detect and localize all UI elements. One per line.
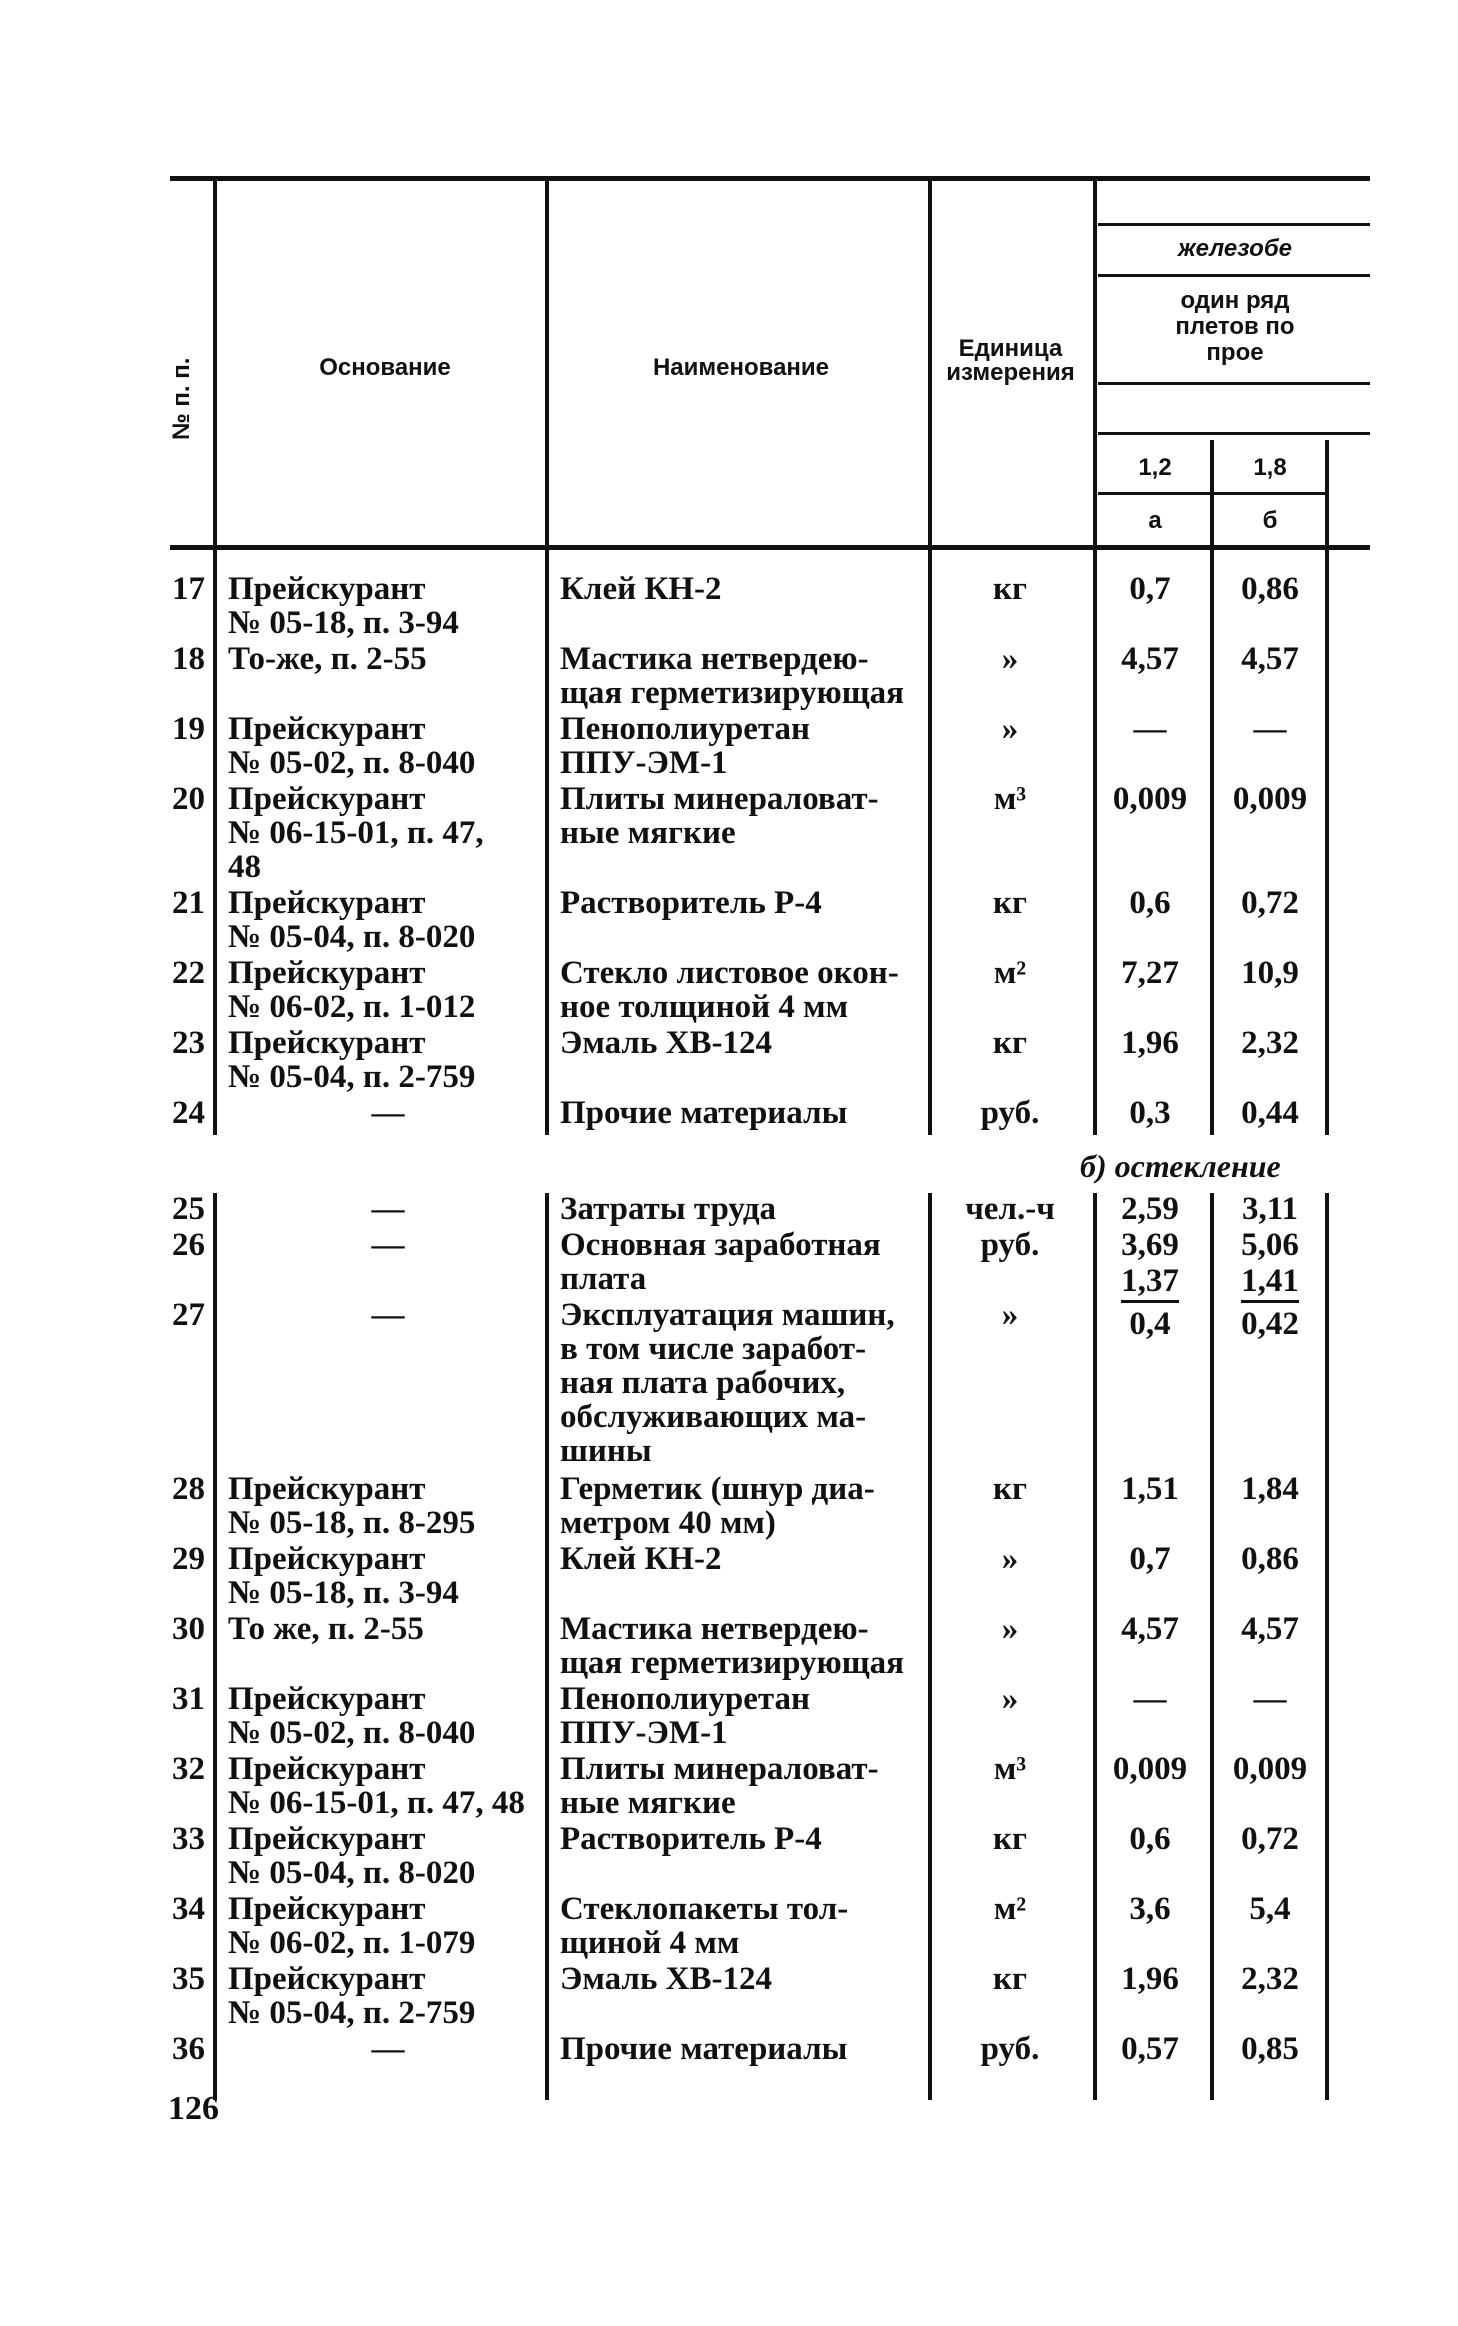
row-value-a: 0,57 bbox=[1121, 2031, 1179, 2067]
header-group-2-l3: прое bbox=[1206, 339, 1264, 366]
row-value-a: 0,7 bbox=[1129, 571, 1171, 607]
row-value-a: 0,009 bbox=[1112, 1751, 1188, 1787]
row-name: Затраты труда bbox=[560, 1191, 777, 1227]
row-unit: м² bbox=[993, 1891, 1027, 1927]
row-value-a: 1,96 bbox=[1121, 1025, 1179, 1061]
row-name: Стеклопакеты тол- щиной 4 мм bbox=[560, 1891, 849, 1961]
row-value-b: 5,4 bbox=[1249, 1891, 1291, 1927]
header-sub-a-val: 1,2 bbox=[1138, 454, 1172, 481]
row-name: Растворитель Р-4 bbox=[560, 885, 822, 921]
row-name: Мастика нетвердею- щая герметизирующая bbox=[560, 1611, 904, 1681]
row-base: — bbox=[371, 1227, 405, 1263]
row-value-b: 0,86 bbox=[1241, 1541, 1299, 1577]
row-unit: кг bbox=[993, 1821, 1027, 1857]
row-name: Растворитель Р-4 bbox=[560, 1821, 822, 1857]
row-name: Плиты минераловат- ные мягкие bbox=[560, 1751, 879, 1821]
row-base: Прейскурант № 05-18, п. 3-94 bbox=[228, 1541, 459, 1611]
row-unit: руб. bbox=[980, 1095, 1040, 1131]
row-value-a: 1,51 bbox=[1121, 1471, 1179, 1507]
row-value-b: 4,57 bbox=[1241, 1611, 1299, 1647]
row-unit: кг bbox=[993, 1961, 1027, 1997]
row-number: 25 bbox=[172, 1191, 205, 1227]
row-number: 36 bbox=[172, 2031, 205, 2067]
row-unit: кг bbox=[993, 885, 1027, 921]
row-unit: » bbox=[1001, 1541, 1019, 1577]
row-name: Стекло листовое окон- ное толщиной 4 мм bbox=[560, 955, 899, 1025]
row-value-b: 0,72 bbox=[1241, 1821, 1299, 1857]
table-top-rule bbox=[170, 176, 1370, 181]
row-base: Прейскурант № 06-02, п. 1-012 bbox=[228, 955, 476, 1025]
row-base: Прейскурант № 05-04, п. 8-020 bbox=[228, 885, 476, 955]
col-divider-a bbox=[1210, 440, 1214, 2100]
row-value-b: 0,72 bbox=[1241, 885, 1299, 921]
row-value-b: 0,009 bbox=[1232, 1751, 1308, 1787]
row-name: Герметик (шнур диа- метром 40 мм) bbox=[560, 1471, 875, 1541]
row-base: То-же, п. 2-55 bbox=[228, 641, 427, 677]
row-value-a: 0,6 bbox=[1129, 1821, 1171, 1857]
row-value-b: — bbox=[1253, 1681, 1287, 1717]
row-base: Прейскурант № 05-04, п. 2-759 bbox=[228, 1961, 476, 2031]
row-name: Эмаль ХВ-124 bbox=[560, 1961, 772, 1997]
row-name: Клей КН-2 bbox=[560, 571, 722, 607]
row-base: Прейскурант № 06-02, п. 1-079 bbox=[228, 1891, 476, 1961]
row-number: 21 bbox=[172, 885, 205, 921]
row-value-b: 4,57 bbox=[1241, 641, 1299, 677]
row-name: Пенополиуретан ППУ-ЭМ-1 bbox=[560, 1681, 811, 1751]
row-name: Эксплуатация машин, в том числе заработ- ная плата рабочих, обслуживающих ма- шины bbox=[560, 1297, 895, 1469]
row-value-a: — bbox=[1133, 1681, 1167, 1717]
row-unit: м² bbox=[993, 955, 1027, 991]
row-base: Прейскурант № 05-02, п. 8-040 bbox=[228, 1681, 476, 1751]
row-unit: » bbox=[1001, 711, 1019, 747]
row-value-a: 1,96 bbox=[1121, 1961, 1179, 1997]
row-value-a: 3,69 bbox=[1121, 1227, 1179, 1263]
row-base: Прейскурант № 06-15-01, п. 47, 48 bbox=[228, 781, 484, 885]
row-number: 34 bbox=[172, 1891, 205, 1927]
row-unit: м³ bbox=[993, 781, 1027, 817]
row-unit: кг bbox=[993, 571, 1027, 607]
row-value-b: 5,06 bbox=[1241, 1227, 1299, 1263]
row-value-a: 4,57 bbox=[1121, 1611, 1179, 1647]
row-value-b: 2,32 bbox=[1241, 1025, 1299, 1061]
row-name: Пенополиуретан ППУ-ЭМ-1 bbox=[560, 711, 811, 781]
row-value-a: 0,7 bbox=[1129, 1541, 1171, 1577]
header-sub-a: а bbox=[1148, 507, 1162, 534]
row-number: 31 bbox=[172, 1681, 205, 1717]
row-base: Прейскурант № 05-04, п. 8-020 bbox=[228, 1821, 476, 1891]
row-unit: » bbox=[1001, 641, 1019, 677]
row-number: 28 bbox=[172, 1471, 205, 1507]
row-number: 30 bbox=[172, 1611, 205, 1647]
group-rule-2 bbox=[1098, 274, 1370, 277]
row-value-b: 2,32 bbox=[1241, 1961, 1299, 1997]
row-base: — bbox=[371, 1297, 405, 1333]
row-number: 29 bbox=[172, 1541, 205, 1577]
row-number: 24 bbox=[172, 1095, 205, 1131]
row-value-b: — bbox=[1253, 711, 1287, 747]
row-value-b: 0,44 bbox=[1241, 1095, 1299, 1131]
row-unit: руб. bbox=[980, 2031, 1040, 2067]
row-unit: » bbox=[1001, 1611, 1019, 1647]
row-name: Плиты минераловат- ные мягкие bbox=[560, 781, 879, 851]
row-value-a: 0,009 bbox=[1112, 781, 1188, 817]
row-name: Основная заработная плата bbox=[560, 1227, 881, 1297]
header-group-2-l2: плетов по bbox=[1175, 313, 1295, 340]
row-base: — bbox=[371, 1095, 405, 1131]
row-value-a: 4,57 bbox=[1121, 641, 1179, 677]
row-value-a: 0,3 bbox=[1129, 1095, 1171, 1131]
row-base: Прейскурант № 05-02, п. 8-040 bbox=[228, 711, 476, 781]
group-rule-1 bbox=[1098, 223, 1370, 226]
row-base: То же, п. 2-55 bbox=[228, 1611, 424, 1647]
row-unit: м³ bbox=[993, 1751, 1027, 1787]
row-base: Прейскурант № 06-15-01, п. 47, 48 bbox=[228, 1751, 525, 1821]
row-number: 19 bbox=[172, 711, 205, 747]
row-name: Мастика нетвердею- щая герметизирующая bbox=[560, 641, 904, 711]
row-value-a-fraction: $\frac{1,37}{0,4}$ bbox=[1121, 1263, 1179, 1342]
header-sub-b-val: 1,8 bbox=[1253, 454, 1287, 481]
row-unit: » bbox=[1001, 1681, 1019, 1717]
header-name: Наименование bbox=[652, 354, 830, 381]
row-value-b: 0,86 bbox=[1241, 571, 1299, 607]
row-number: 32 bbox=[172, 1751, 205, 1787]
header-unit-2: измерения bbox=[946, 359, 1075, 386]
row-name: Эмаль ХВ-124 bbox=[560, 1025, 772, 1061]
row-value-a: 3,6 bbox=[1129, 1891, 1171, 1927]
row-value-b: 3,11 bbox=[1242, 1191, 1298, 1227]
page-number: 126 bbox=[168, 2090, 219, 2127]
row-number: 18 bbox=[172, 641, 205, 677]
row-number: 20 bbox=[172, 781, 205, 817]
row-unit: чел.-ч bbox=[965, 1191, 1055, 1227]
row-value-b: 1,84 bbox=[1241, 1471, 1299, 1507]
row-value-a: — bbox=[1133, 711, 1167, 747]
group-rule-3 bbox=[1098, 382, 1370, 385]
row-base: — bbox=[371, 1191, 405, 1227]
group-rule-4 bbox=[1098, 432, 1370, 435]
header-bottom-rule bbox=[170, 545, 1370, 550]
row-number: 17 bbox=[172, 571, 205, 607]
row-name: Прочие материалы bbox=[560, 1095, 848, 1131]
section-title: б) остекление bbox=[1080, 1148, 1281, 1184]
header-group-1: железобе bbox=[1177, 235, 1293, 262]
row-value-b-fraction: $\frac{1,41}{0,42}$ bbox=[1241, 1263, 1299, 1342]
row-name: Клей КН-2 bbox=[560, 1541, 722, 1577]
header-group-2-l1: один ряд bbox=[1180, 287, 1290, 314]
row-base: — bbox=[371, 2031, 405, 2067]
row-number: 26 bbox=[172, 1227, 205, 1263]
row-unit: руб. bbox=[980, 1227, 1040, 1263]
row-value-b: 10,9 bbox=[1241, 955, 1299, 991]
row-unit: кг bbox=[993, 1471, 1027, 1507]
row-value-a: 2,59 bbox=[1121, 1191, 1179, 1227]
row-number: 35 bbox=[172, 1961, 205, 1997]
col-divider-b bbox=[1325, 440, 1329, 2100]
row-base: Прейскурант № 05-18, п. 8-295 bbox=[228, 1471, 476, 1541]
header-sub-b: б bbox=[1262, 507, 1278, 534]
row-value-b: 0,009 bbox=[1232, 781, 1308, 817]
row-base: Прейскурант № 05-18, п. 3-94 bbox=[228, 571, 459, 641]
header-unit-1: Единица bbox=[958, 335, 1063, 362]
row-unit: кг bbox=[993, 1025, 1027, 1061]
row-value-a: 0,6 bbox=[1129, 885, 1171, 921]
row-number: 27 bbox=[172, 1297, 205, 1333]
row-number: 22 bbox=[172, 955, 205, 991]
row-number: 33 bbox=[172, 1821, 205, 1857]
row-name: Прочие материалы bbox=[560, 2031, 848, 2067]
header-base: Основание bbox=[319, 354, 451, 381]
group-rule-5 bbox=[1098, 492, 1328, 495]
row-value-a: 7,27 bbox=[1121, 955, 1179, 991]
row-value-b: 0,85 bbox=[1241, 2031, 1299, 2067]
header-num: № п. п. bbox=[168, 357, 195, 440]
row-unit: » bbox=[1001, 1297, 1019, 1333]
row-number: 23 bbox=[172, 1025, 205, 1061]
row-base: Прейскурант № 05-04, п. 2-759 bbox=[228, 1025, 476, 1095]
